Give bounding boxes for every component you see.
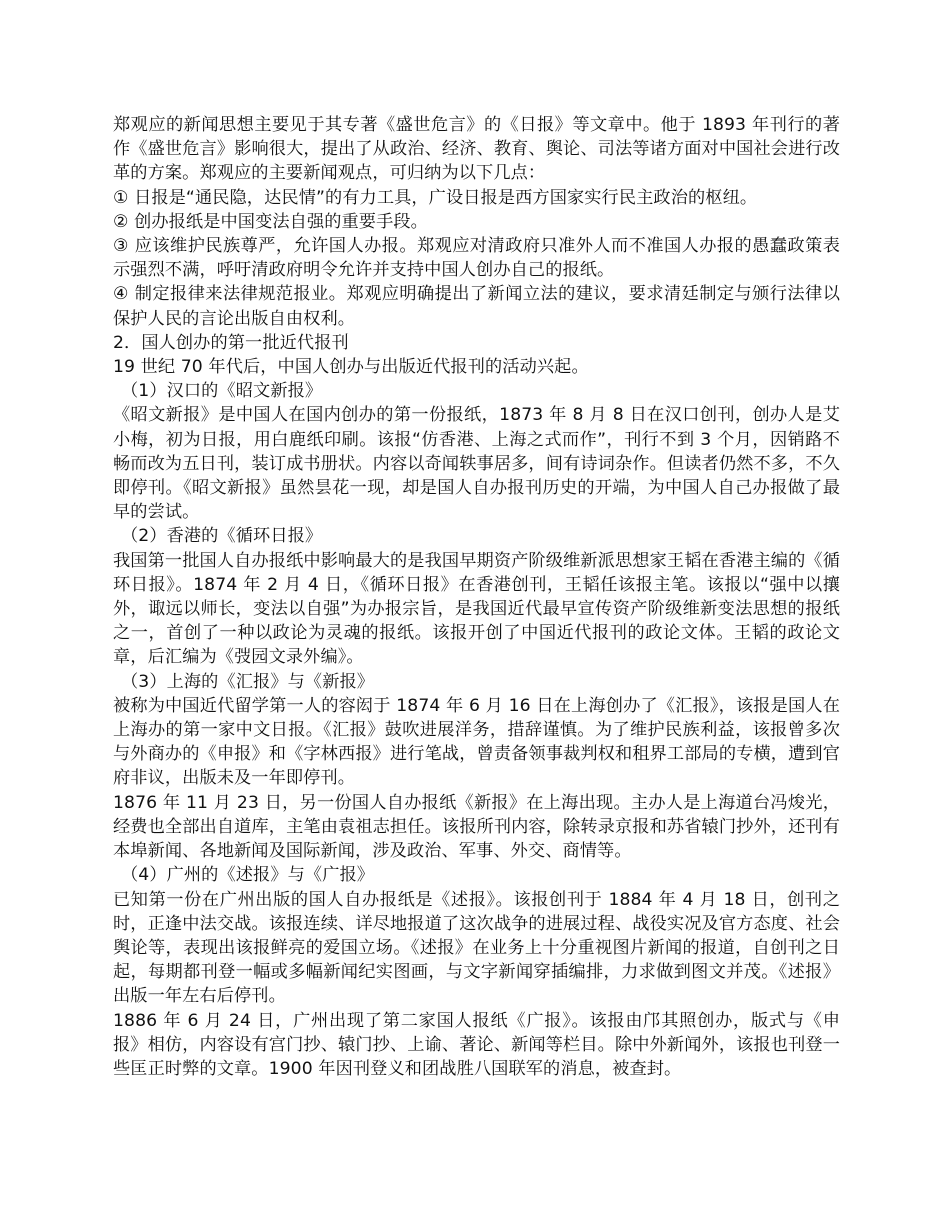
point-1: ① 日报是“通民隐，达民情”的有力工具，广设日报是西方国家实行民主政治的枢纽。 — [113, 187, 758, 208]
subsection-3-heading: （3）上海的《汇报》与《新报》 — [121, 671, 375, 692]
subsection-3-paragraph-1: 被称为中国近代留学第一人的容闳于 1874 年 6 月 16 日在上海创办了《汇报》，该报是国人在上海办的第一家中文日报。《汇报》鼓吹进展洋务，措辞谨慎。为了维护民族利益，该报曾多次与外商办的《申报》和《字林西报》进行笔战，曾责备领事裁判权和租界工部局的专横，遭到官府非议，出版未及一年即停刊。 — [113, 695, 840, 789]
subsection-4-heading: （4）广州的《述报》与《广报》 — [121, 865, 375, 886]
subsection-3-paragraph-2: 1876 年 11 月 23 日，另一份国人自办报纸《新报》在上海出现。主办人是上海道台冯焌光，经费也全部出自道库，主笔由袁祖志担任。该报所刊内容，除转录京报和苏省辕门抄外，还刊有本埠新闻、各地新闻及国际新闻，涉及政治、军事、外交、商情等。 — [113, 792, 840, 862]
subsection-4-paragraph-2: 1886 年 6 月 24 日，广州出现了第二家国人报纸《广报》。该报由邝其照创办，版式与《申报》相仿，内容设有宫门抄、辕门抄、上谕、著论、新闻等栏目。除中外新闻外，该报也刊登一些匡正时弊的文章。1900 年因刊登义和团战胜八国联军的消息，被查封。 — [113, 1010, 840, 1079]
section-2-heading: 2．国人创办的第一批近代报刊 — [113, 332, 349, 353]
section-2-lead: 19 世纪 70 年代后，中国人创办与出版近代报刊的活动兴起。 — [113, 357, 589, 378]
point-4: ④ 制定报律来法律规范报业。郑观应明确提出了新闻立法的建议，要求清廷制定与颁行法律以保护人民的言论出版自由权利。 — [113, 284, 840, 329]
subsection-2-paragraph: 我国第一批国人自办报纸中影响最大的是我国早期资产阶级维新派思想家王韬在香港主编的《循环日报》。1874 年 2 月 4 日，《循环日报》在香港创刊，王韬任该报主笔。该报以“强中以攘外，诹远以师长，变法以自强”为办报宗旨，是我国近代最早宣传资产阶级维新变法思想的报纸之一，首创了一种以政论为灵魂的报纸。该报开创了中国近代报刊的政论文体。王韬的政论文章，后汇编为《弢园文录外编》。 — [113, 550, 840, 668]
point-2: ② 创办报纸是中国变法自强的重要手段。 — [113, 211, 428, 232]
subsection-2-heading: （2）香港的《循环日报》 — [121, 526, 323, 547]
subsection-1-heading: （1）汉口的《昭文新报》 — [121, 381, 323, 402]
subsection-4-paragraph-1: 已知第一份在广州出版的国人自办报纸是《述报》。该报创刊于 1884 年 4 月 18 日，创刊之时，正逢中法交战。该报连续、详尽地报道了这次战争的进展过程、战役实况及官方态度、社会舆论等，表现出该报鲜亮的爱国立场。《述报》在业务上十分重视图片新闻的报道，自创刊之日起，每期都刊登一幅或多幅新闻纪实图画，与文字新闻穿插编排，力求做到图文并茂。《述报》出版一年左右后停刊。 — [113, 889, 840, 1007]
intro-paragraph: 郑观应的新闻思想主要见于其专著《盛世危言》的《日报》等文章中。他于 1893 年刊行的著作《盛世危言》影响很大，提出了从政治、经济、教育、舆论、司法等诸方面对中国社会进行改革的方案。郑观应的主要新闻观点，可归纳为以下几点： — [113, 115, 840, 184]
document-body — [113, 113, 840, 1081]
subsection-1-paragraph: 《昭文新报》是中国人在国内创办的第一份报纸，1873 年 8 月 8 日在汉口创刊，创办人是艾小梅，初为日报，用白鹿纸印刷。该报“仿香港、上海之式而作”，刊行不到 3 个月，因销路不畅而改为五日刊，装订成书册状。内容以奇闻轶事居多，间有诗词杂作。但读者仍然不多，不久即停刊。《昭文新报》虽然昙花一现，却是国人自办报刊历史的开端，为中国人自己办报做了最早的尝试。 — [113, 405, 840, 523]
point-3: ③ 应该维护民族尊严，允许国人办报。郑观应对清政府只准外人而不准国人办报的愚蠢政策表示强烈不满，呼吁清政府明令允许并支持中国人创办自己的报纸。 — [113, 236, 840, 281]
